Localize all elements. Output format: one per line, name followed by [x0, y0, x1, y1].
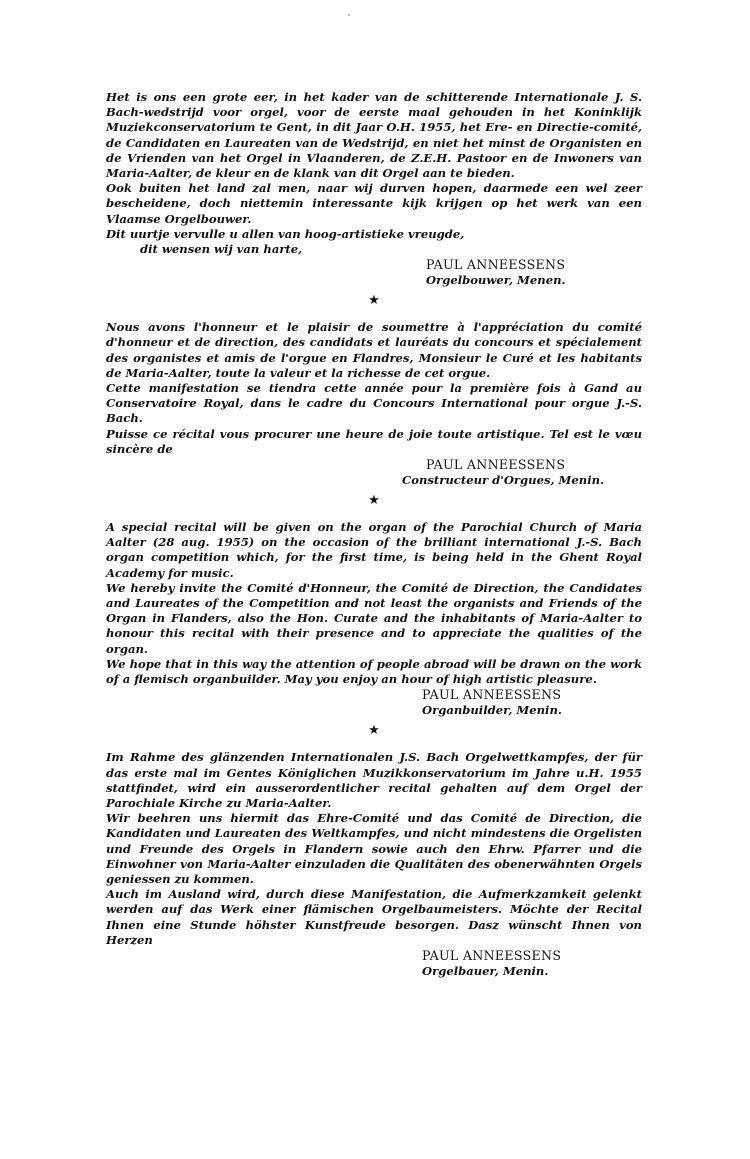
french-section	[106, 320, 642, 488]
star-separator-3: ★	[368, 723, 380, 739]
dutch-signature-name: PAUL ANNEESSENS	[426, 257, 566, 273]
german-signature-name: PAUL ANNEESSENS	[422, 947, 562, 963]
dutch-paragraph-3: Dit uurtje vervulle u allen van hoog-artistieke vreugde,	[106, 226, 465, 241]
french-signature-title: Constructeur d'Orgues, Menin.	[402, 473, 605, 488]
german-paragraph-2: Wir beehren uns hiermit das Ehre-Comité und das Comité de Direction, die Kandidaten und Laureaten des Weltkampfes, und nicht mindestens die Orgelisten und Freunde des Orgels in Flandern sowie auch den Ehrw. Pfarrer und die Einwohner von Maria-Aalter einzuladen die Qualitäten des obenerwähnten Orgels geniessen zu kommen.	[106, 811, 642, 886]
english-signature-title: Organbuilder, Menin.	[422, 703, 562, 718]
english-signature-name: PAUL ANNEESSENS	[422, 687, 562, 703]
german-paragraph-3: Auch im Ausland wird, durch diese Manifestation, die Aufmerkzamkeit gelenkt werden auf das Werk einer flämischen Orgelbaumeisters. Möchte der Recital Ihnen eine Stunde höhster Kunstfreude besorgen. Dasz wünscht Ihnen von Herzen	[106, 887, 642, 947]
dutch-section	[106, 90, 642, 288]
english-section	[106, 520, 642, 718]
german-paragraph-1: Im Rahme des glänzenden Internationalen J.S. Bach Orgelwettkampfes, der für das erste mal im Gentes Königlichen Muzikkonservatorium im Jahre u.H. 1955 stattfindet, wird ein ausserordentlicher recital gehalten auf dem Orgel der Parochiale Kirche zu Maria-Aalter.	[106, 750, 642, 810]
french-paragraph-3: Puisse ce récital vous procurer une heure de joie toute artistique. Tel est le vœu sincère de	[106, 426, 642, 456]
document-page	[106, 90, 642, 979]
star-separator-2: ★	[368, 493, 380, 509]
french-paragraph-2: Cette manifestation se tiendra cette année pour la première fois à Gand au Conservatoire Royal, dans le cadre du Concours International pour orgue J.-S. Bach.	[106, 381, 642, 426]
dutch-closing: dit wensen wij van harte,	[140, 242, 303, 257]
scan-mark	[348, 14, 350, 16]
dutch-signature-title: Orgelbouwer, Menen.	[426, 273, 566, 288]
french-signature-name: PAUL ANNEESSENS	[426, 457, 566, 473]
english-paragraph-2: We hereby invite the Comité d'Honneur, the Comité de Direction, the Candidates and Laureates of the Competition and not least the organists and Friends of the Organ in Flanders, also the Hon. Curate and the inhabitants of Maria-Aalter to honour this recital with their presence and to appreciate the qualities of the organ.	[106, 580, 642, 656]
german-signature-title: Orgelbauer, Menin.	[422, 963, 549, 978]
english-signature	[422, 687, 642, 718]
german-signature	[422, 948, 642, 979]
german-section	[106, 750, 642, 979]
dutch-paragraph-2: Ook buiten het land zal men, naar wij durven hopen, daarmede een wel zeer bescheidene, doch niettemin interessante kijk krijgen op het werk van een Vlaamse Orgelbouwer.	[106, 181, 642, 226]
french-signature	[402, 457, 642, 488]
dutch-paragraph-1: Het is ons een grote eer, in het kader van de schitterende Internationale J. S. Bach-wedstrijd voor orgel, voor de eerste maal gehouden in het Koninklijk Muziekconservatorium te Gent, in dit Jaar O.H. 1955, het Ere- en Directie-comité, de Candidaten en Laureaten van de Wedstrijd, en niet het minst de Organisten en de Vrienden van het Orgel in Vlaanderen, de Z.E.H. Pastoor en de Inwoners van Maria-Aalter, de kleur en de klank van dit Orgel aan te bieden.	[106, 90, 642, 181]
dutch-signature	[426, 257, 642, 288]
french-paragraph-1: Nous avons l'honneur et le plaisir de soumettre à l'appréciation du comité d'honneur et de direction, des candidats et lauréats du concours et spécialement des organistes et amis de l'orgue en Flandres, Monsieur le Curé et les habitants de Maria-Aalter, toute la valeur et la richesse de cet orgue.	[106, 320, 642, 380]
english-paragraph-1: A special recital will be given on the organ of the Parochial Church of Maria Aalter (28 aug. 1955) on the occasion of the brilliant international J.-S. Bach organ competition which, for the first time, is being held in the Ghent Royal Academy for music.	[106, 520, 642, 580]
english-paragraph-3: We hope that in this way the attention of people abroad will be drawn on the work of a flemisch organbuilder. May you enjoy an hour of high artistic pleasure.	[106, 656, 642, 687]
star-separator-1: ★	[368, 293, 380, 309]
